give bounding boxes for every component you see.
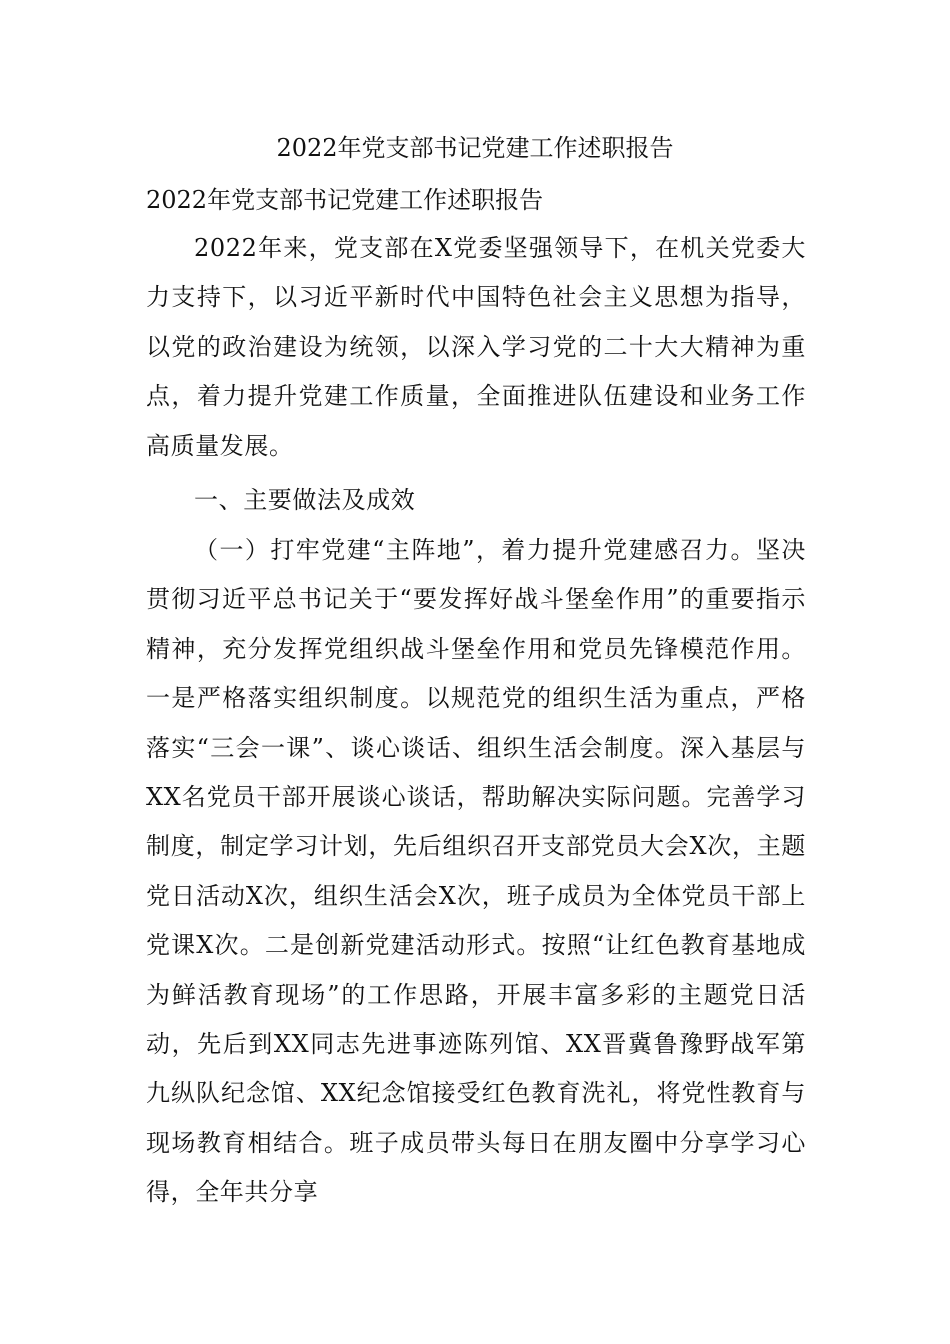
document-subtitle: 2022年党支部书记党建工作述职报告: [146, 186, 544, 214]
section-heading: 一、主要做法及成效: [194, 486, 416, 514]
intro-paragraph: 2022年来，党支部在X党委坚强领导下，在机关党委大力支持下，以习近平新时代中国特色社会主义思想为指导，以党的政治建设为统领，以深入学习党的二十大大精神为重点，着力提升党建工作质量，全面推进队伍建设和业务工作高质量发展。: [146, 234, 806, 460]
body-paragraph: （一）打牢党建“主阵地”，着力提升党建感召力。坚决贯彻习近平总书记关于“要发挥好战斗堡垒作用”的重要指示精神，充分发挥党组织战斗堡垒作用和党员先锋模范作用。一是严格落实组织制度。以规范党的组织生活为重点，严格落实“三会一课”、谈心谈话、组织生活会制度。深入基层与XX名党员干部开展谈心谈话，帮助解决实际问题。完善学习制度，制定学习计划，先后组织召开支部党员大会X次，主题党日活动X次，组织生活会X次，班子成员为全体党员干部上党课X次。二是创新党建活动形式。按照“让红色教育基地成为鲜活教育现场”的工作思路，开展丰富多彩的主题党日活动，先后到XX同志先进事迹陈列馆、XX晋冀鲁豫野战军第九纵队纪念馆、XX纪念馆接受红色教育洗礼，将党性教育与现场教育相结合。班子成员带头每日在朋友圈中分享学习心得，全年共分享: [146, 536, 806, 1207]
document-title: 2022年党支部书记党建工作述职报告: [276, 134, 674, 162]
